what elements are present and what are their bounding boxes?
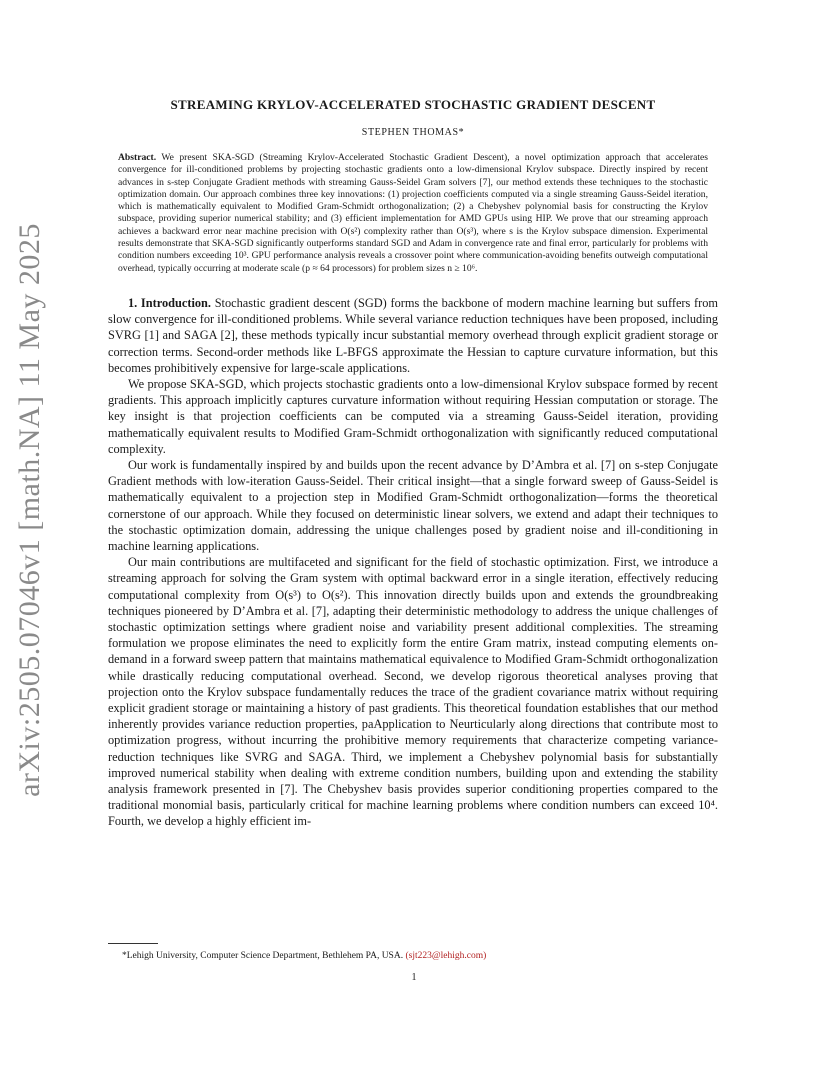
paper-title: STREAMING KRYLOV-ACCELERATED STOCHASTIC GRADIENT DESCENT xyxy=(170,97,656,112)
footnote-affiliation: *Lehigh University, Computer Science Department, Bethlehem PA, USA. xyxy=(122,951,404,961)
footnote-email-link[interactable]: (sjt223@lehigh.com) xyxy=(405,951,487,961)
paper-author: STEPHEN THOMAS* xyxy=(361,127,465,138)
page-number: 1 xyxy=(411,972,417,983)
arxiv-side-identifier xyxy=(12,223,48,797)
introduction-section xyxy=(108,295,718,830)
footnote-divider xyxy=(108,943,158,944)
arxiv-identifier-text: arXiv:2505.07046v1 [math.NA] 11 May 2025 xyxy=(13,223,46,797)
paragraph-1-text: Stochastic gradient descent (SGD) forms the backbone of modern machine learning but suffers from slow convergence for ill-conditioned problems. While several variance reduction techniques have been proposed, including SVRG [1] and SAGA [2], these methods typically incur substantial memory overhead through explicit gradient storage or correction terms. Second-order methods like L-BFGS approximate the Hessian to capture curvature information, but this becomes prohibitively expensive for large-scale applications. xyxy=(108,295,718,375)
paragraph-2: We propose SKA-SGD, which projects stochastic gradients onto a low-dimensional Krylov subspace formed by recent gradients. This approach implicitly captures curvature information without requiring Hessian computation or storage. The key insight is that projection coefficients can be computed via a streaming Gauss-Seidel iteration, providing mathematically equivalent results to Modified Gram-Schmidt orthogonalization with significantly reduced computational complexity. xyxy=(108,376,718,456)
section-heading: 1. Introduction. xyxy=(128,295,212,310)
paper-page xyxy=(108,97,718,830)
abstract-label: Abstract. xyxy=(118,152,157,163)
paragraph-4: Our main contributions are multifaceted and significant for the field of stochastic optimization. First, we introduce a streaming approach for solving the Gram system with optimal backward error in a single iteration, effectively reducing computational complexity from O(s³) to O(s²). This innovation directly builds upon and extends the groundbreaking techniques pioneered by D’Ambra et al. [7], adapting their deterministic methodology to address the unique challenges of stochastic optimization settings where gradient noise and variability present additional complexities. The streaming formulation we propose eliminates the need to explicitly form the entire Gram matrix, instead computing elements on-demand in a forward sweep pattern that maintains mathematical equivalence to Modified Gram-Schmidt orthogonalization while drastically reducing computational overhead. Second, we develop rigorous theoretical analyses proving that projection onto the Krylov subspace fundamentally reduces the trace of the gradient covariance matrix without requiring explicit gradient storage or maintaining a history of past gradients. This theoretical foundation establishes that our method inherently provides variance reduction properties, paApplication to Neurticularly along directions that contribute most to optimization progress, without incurring the prohibitive memory requirements that characterize competing variance-reduction techniques like SVRG and SAGA. Third, we implement a Chebyshev polynomial basis for substantially improved numerical stability when dealing with extreme condition numbers, building upon and extending the stability analysis framework presented in [7]. The Chebyshev basis provides superior conditioning properties compared to the traditional monomial basis, particularly critical for machine learning problems where condition numbers can exceed 10⁴. Fourth, we develop a highly efficient im- xyxy=(108,555,718,829)
paragraph-1 xyxy=(108,295,718,376)
abstract xyxy=(118,152,708,275)
paragraph-3: Our work is fundamentally inspired by and builds upon the recent advance by D’Ambra et al. [7] on s-step Conjugate Gradient methods with low-iteration Gauss-Seidel. Their critical insight—that a single forward sweep of Gauss-Seidel is mathematically equivalent to a projection step in Modified Gram-Schmidt orthogonalization—forms the theoretical cornerstone of our approach. While they focused on deterministic linear solvers, we extend and adapt their techniques to the stochastic optimization domain, addressing the unique challenges posed by gradient noise and ill-conditioning in machine learning applications. xyxy=(108,458,718,554)
abstract-text: We present SKA-SGD (Streaming Krylov-Accelerated Stochastic Gradient Descent), a novel optimization approach that accelerates convergence for ill-conditioned problems by projecting stochastic gradients onto a low-dimensional Krylov subspace. Directly inspired by recent advances in s-step Conjugate Gradient methods with streaming Gauss-Seidel Gram solvers [7], our method extends these techniques to the stochastic optimization domain. Our approach combines three key innovations: (1) projection coefficients computed via a single streaming Gauss-Seidel iteration, which is mathematically equivalent to Modified Gram-Schmidt orthogonalization; (2) a Chebyshev polynomial basis for constructing the Krylov subspace, providing superior numerical stability; and (3) efficient implementation for AMD GPUs using HIP. We prove that our streaming approach achieves a backward error near machine precision with O(s²) complexity rather than O(s³), where s is the Krylov subspace dimension. Experimental results demonstrate that SKA-SGD significantly outperforms standard SGD and Adam in convergence rate and final error, particularly for problems with condition numbers exceeding 10³. GPU performance analysis reveals a crossover point where communication-avoiding benefits outweigh computational overhead, typically occurring at moderate scale (p ≈ 64 processors) for problem sizes n ≥ 10⁶. xyxy=(118,152,708,274)
footnote xyxy=(108,950,718,962)
